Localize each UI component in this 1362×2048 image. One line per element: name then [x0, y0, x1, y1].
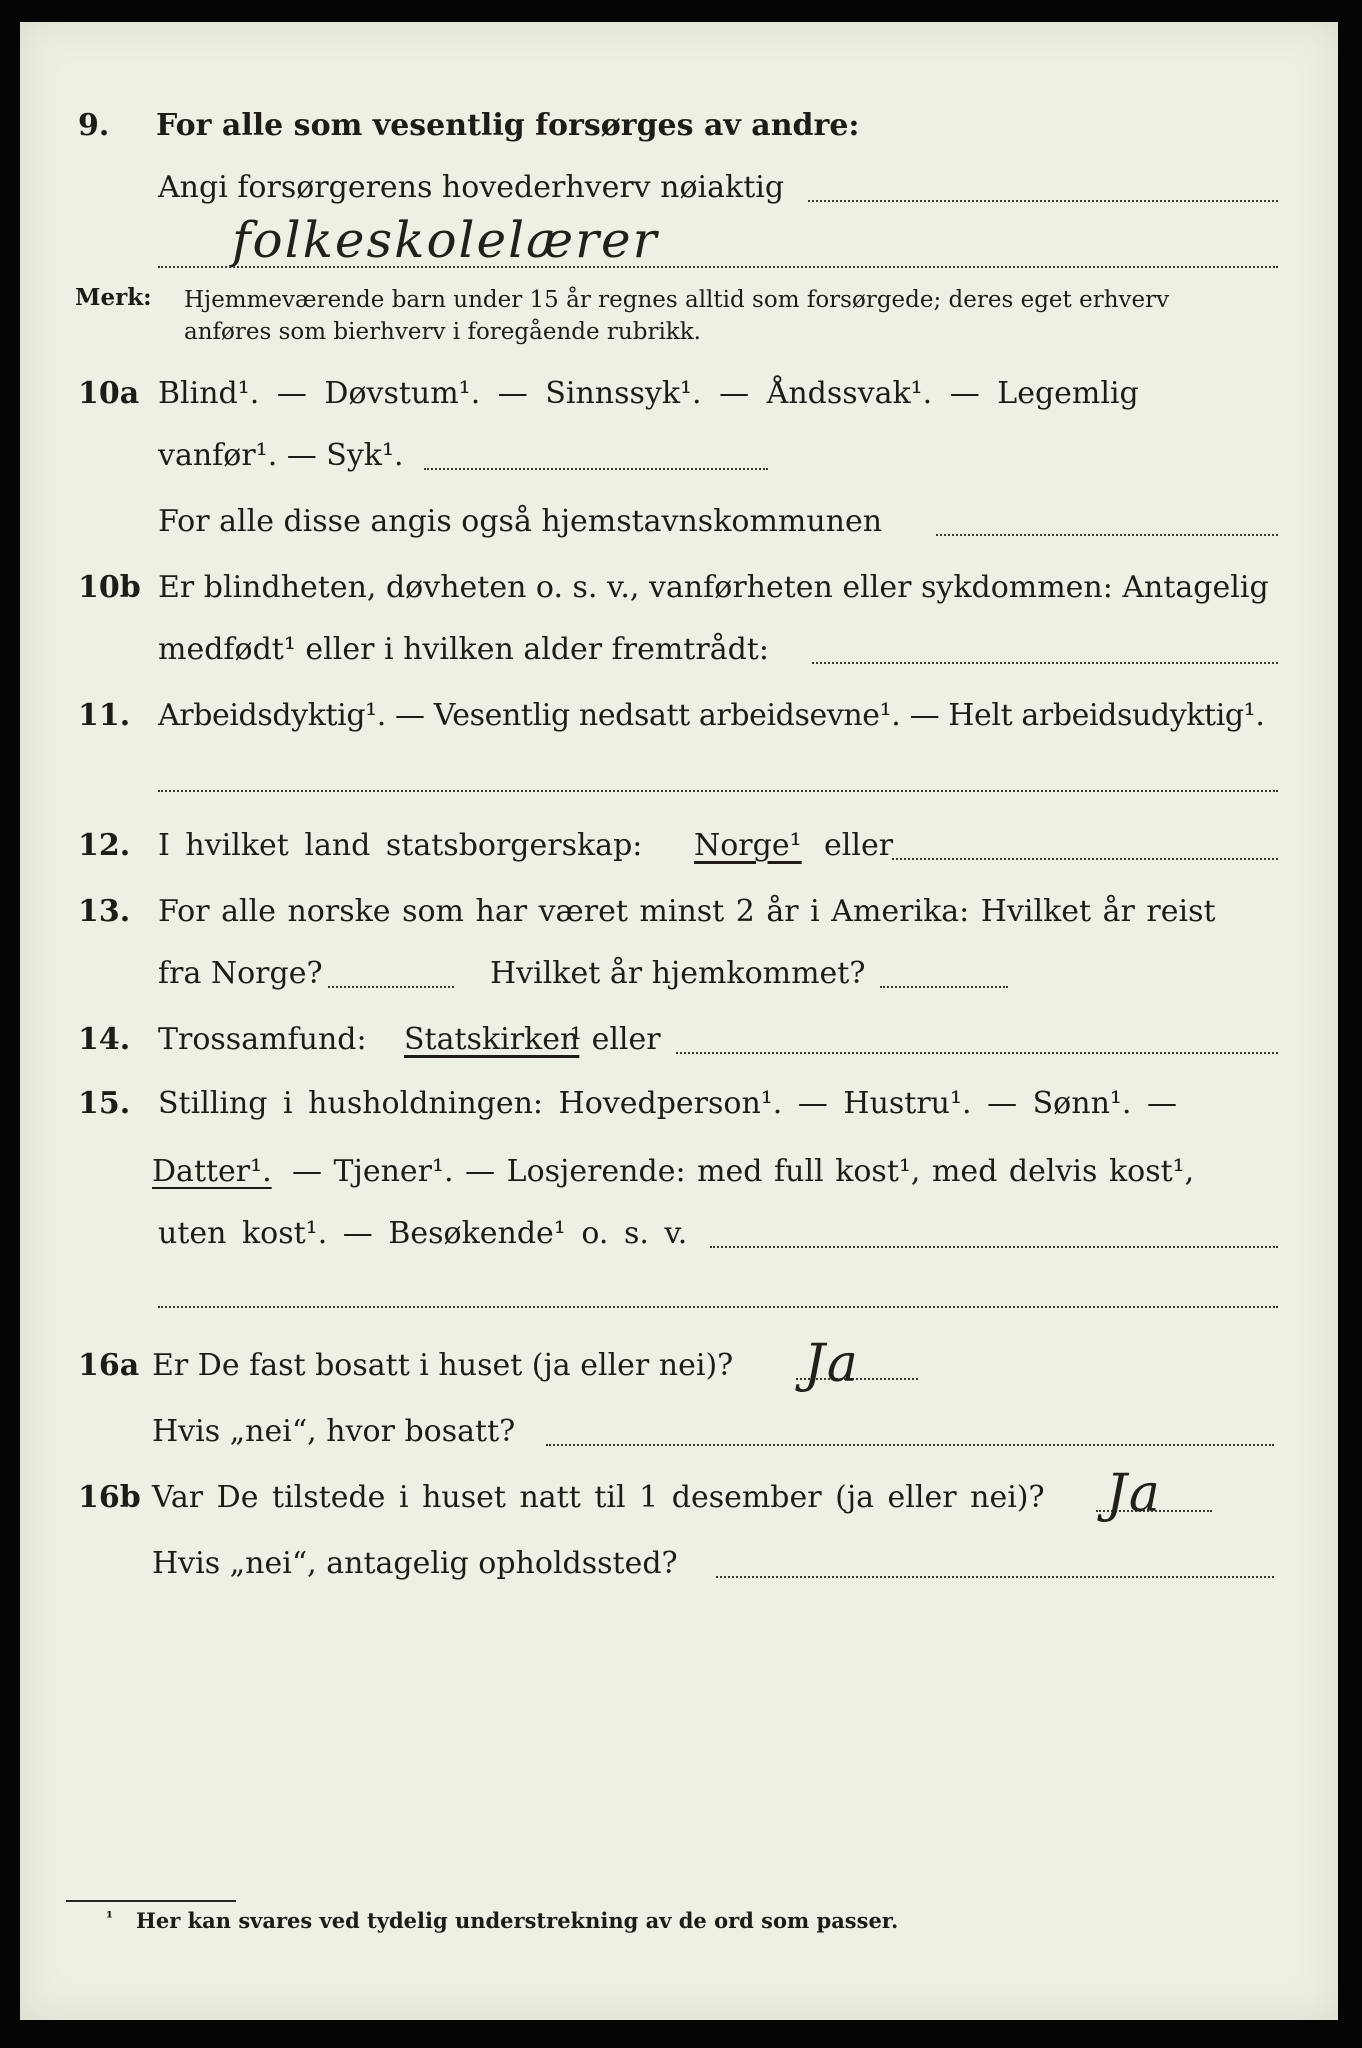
q9-row: [0, 104, 1362, 148]
q12-suffix: eller: [824, 828, 894, 863]
q16b-row-2: [0, 1542, 1362, 1586]
q10a-line-1: Blind¹. — Døvstum¹. — Sinnssyk¹. — Åndssvak¹. — Legemlig: [158, 376, 1139, 411]
q11-answer-line[interactable]: [158, 790, 1278, 792]
q13-line-1: For alle norske som har været minst 2 år i Amerika: Hvilket år reist: [158, 894, 1216, 929]
q10a-row: [0, 372, 1362, 416]
q15-row: [0, 1082, 1362, 1126]
q12-prefix: I hvilket land statsborgerskap:: [158, 828, 643, 863]
q10a-number: 10a: [78, 376, 140, 411]
q12-norge-underlined: Norge¹: [694, 828, 802, 863]
q15-line-1: Stilling i husholdningen: Hovedperson¹. — Hustru¹. — Sønn¹. —: [158, 1086, 1177, 1121]
q9-answer-line[interactable]: [158, 266, 1278, 268]
q12-row: [0, 824, 1362, 868]
q16b-handwritten-answer: Ja: [1106, 1464, 1162, 1524]
q10a-row-3: [0, 500, 1362, 544]
q15-line-2: — Tjener¹. — Losjerende: med full kost¹, med delvis kost¹,: [292, 1154, 1195, 1189]
q14-suffix: ¹ eller: [570, 1022, 661, 1057]
q11-line-1: Arbeidsdyktig¹. — Vesentlig nedsatt arbeidsevne¹. — Helt arbeidsudyktig¹.: [158, 698, 1265, 733]
q15-row-2: [0, 1150, 1362, 1194]
q12-number: 12.: [78, 828, 131, 863]
q13-return-fill[interactable]: [880, 986, 1008, 988]
q10b-line-2: medfødt¹ eller i hvilken alder fremtrådt:: [158, 632, 769, 667]
q9-number: 9.: [78, 108, 110, 143]
q16a-row-2: [0, 1410, 1362, 1454]
q15-number: 15.: [78, 1086, 131, 1121]
q10b-age-fill[interactable]: [812, 662, 1278, 664]
q10a-row-2: [0, 434, 1362, 478]
q16b-number: 16b: [78, 1480, 141, 1515]
q10b-row-2: [0, 628, 1362, 672]
q14-prefix: Trossamfund:: [158, 1022, 367, 1057]
footnote-marker: ¹: [106, 1908, 114, 1927]
merk-line-1: Hjemmeværende barn under 15 år regnes alltid som forsørgede; deres eget erhverv: [184, 287, 1170, 313]
q10a-municipality-fill[interactable]: [936, 534, 1278, 536]
q9-provider-label: Angi forsørgerens hovederhverv nøiaktig: [158, 170, 785, 205]
q15-line-3: uten kost¹. — Besøkende¹ o. s. v.: [158, 1216, 688, 1251]
q16b-place-fill[interactable]: [716, 1576, 1274, 1578]
q13-left-label: fra Norge?: [158, 956, 323, 991]
q11-number: 11.: [78, 698, 131, 733]
q16a-number: 16a: [78, 1348, 140, 1383]
q16b-question: Var De tilstede i huset natt til 1 desember (ja eller nei)?: [152, 1480, 1045, 1515]
q13-return-label: Hvilket år hjemkommet?: [490, 956, 866, 991]
q10a-line-2: vanfør¹. — Syk¹.: [158, 438, 404, 473]
q16a-where-fill[interactable]: [546, 1444, 1274, 1446]
q14-number: 14.: [78, 1022, 131, 1057]
q12-country-fill[interactable]: [892, 858, 1278, 860]
q16a-question: Er De fast bosatt i huset (ja eller nei)?: [152, 1348, 734, 1383]
q16a-where-label: Hvis „nei“, hvor bosatt?: [152, 1414, 516, 1449]
footnote-text: Her kan svares ved tydelig understrekning av de ord som passer.: [136, 1908, 899, 1933]
merk-line-2: anføres som bierhverv i foregående rubrikk.: [184, 319, 701, 345]
q10b-line-1: Er blindheten, døvheten o. s. v., vanførheten eller sykdommen: Antagelig: [158, 570, 1269, 605]
q10b-number: 10b: [78, 570, 141, 605]
q14-statskirken-underlined: Statskirken: [404, 1022, 580, 1057]
q15-visitor-fill[interactable]: [710, 1246, 1278, 1248]
q16b-place-label: Hvis „nei“, antagelig opholdssted?: [152, 1546, 678, 1581]
q9-heading: For alle som vesentlig forsørges av andre:: [156, 108, 860, 143]
q16a-row: [0, 1344, 1362, 1388]
q14-row: [0, 1018, 1362, 1062]
q15-row-3: [0, 1212, 1362, 1256]
q9-handwritten-answer: folkeskolelærer: [232, 211, 659, 269]
q16a-handwritten-answer: Ja: [804, 1334, 860, 1394]
q13-row: [0, 890, 1362, 934]
merk-label: Merk:: [75, 284, 152, 311]
footnote-rule: [66, 1900, 236, 1902]
q11-row: [0, 694, 1362, 738]
q14-religion-fill[interactable]: [676, 1052, 1278, 1054]
q9-provider-fill[interactable]: [808, 200, 1278, 202]
q13-left-fill[interactable]: [328, 986, 454, 988]
q15-datter-underlined: Datter¹.: [152, 1154, 272, 1189]
q13-row-2: [0, 952, 1362, 996]
q10b-row: [0, 566, 1362, 610]
q15-answer-line[interactable]: [158, 1306, 1278, 1308]
q13-number: 13.: [78, 894, 131, 929]
q10a-line-3: For alle disse angis også hjemstavnskommunen: [158, 504, 883, 539]
q9-row-2: [0, 166, 1362, 210]
q10a-illness-fill[interactable]: [424, 468, 768, 470]
